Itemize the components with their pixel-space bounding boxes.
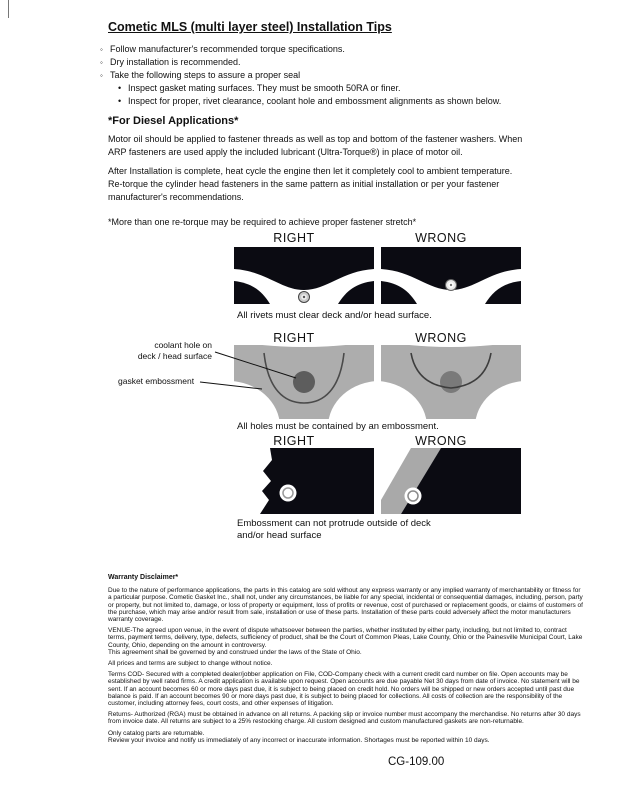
page-code: CG-109.00 — [388, 756, 445, 768]
row3-caption — [237, 518, 431, 542]
diesel-applications-heading: *For Diesel Applications* — [108, 115, 239, 127]
callout-text: deck / head surface — [137, 351, 212, 361]
disclaimer-paragraph: This agreement shall be governed by and construed under the laws of the State of Ohio. — [108, 648, 362, 656]
row2-wrong-label: WRONG — [415, 331, 467, 345]
disclaimer-paragraph: Terms COD- Secured with a completed dealer/jobber application on File, COD-Company check with a current credit card number on file. Open accounts may be established by well rated firms. A credit application is available upon request. Open accounts are due payable Net 30 days from date of invoice. No statement will be sent. If an account becomes 60 or more days past due, it is subject to being placed on credit hold. No orders will be shipped or new orders accepted until past due balance is paid. If an account becomes 90 or more days past due, it is subject to being placed for collections. All costs of collection are the responsibility of the customer, including attorney fees, court costs, and other expenses of litigation. — [108, 671, 580, 708]
list-item — [100, 56, 530, 69]
tip-text: Inspect for proper, rivet clearance, coolant hole and embossment alignments as shown below. — [128, 96, 502, 106]
list-item — [100, 69, 530, 82]
row3-right-label: RIGHT — [273, 434, 315, 448]
list-item — [118, 82, 530, 95]
tip-text: Dry installation is recommended. — [110, 57, 241, 67]
caption-line: and/or head surface — [237, 530, 322, 541]
row2-caption: All holes must be contained by an embossment. — [237, 421, 439, 432]
main-content — [100, 20, 530, 229]
disclaimer-paragraph: Only catalog parts are returnable. — [108, 729, 205, 737]
row3-wrong-label: WRONG — [415, 434, 467, 448]
disclaimer-paragraph: Returns- Authorized (RGA) must be obtained in advance on all returns. A packing slip or invoice number must accompany the merchandise. No returns after 30 days from invoice date. All returns are subject to a 25% restocking charge. All custom designed and custom manufactured gaskets are non-returnable. — [108, 711, 581, 726]
disclaimer-paragraph: Review your invoice and notify us immediately of any incorrect or inaccurate information. Shortages must be reported within 10 days. — [108, 736, 490, 744]
disclaimer-paragraph: VENUE-The agreed upon venue, in the event of dispute whatsoever between the parties, whether instituted by either party, including, but not limited to, contract terms, payment terms, delivery, type, defects, sufficiency of product, shall be the Court of Common Pleas, Lake County, Ohio or the Painesville Municipal Court, Lake County, Ohio, depending on the amount in controversy. — [108, 627, 583, 649]
row1-right-label: RIGHT — [273, 231, 315, 245]
warranty-disclaimer — [108, 574, 585, 748]
tip-text: Take the following steps to assure a proper seal — [110, 70, 301, 80]
row2-right-label: RIGHT — [273, 331, 315, 345]
tip-text: Follow manufacturer's recommended torque specifications. — [110, 44, 345, 54]
crop-mark — [8, 0, 9, 18]
tip-text: Inspect gasket mating surfaces. They must be smooth 50RA or finer. — [128, 83, 401, 93]
disclaimer-paragraph: Due to the nature of performance applications, the parts in this catalog are sold without any express warranty or any implied warranty of merchantability or fitness for a particular purpose. Cometic Gasket Inc., shall not, under any circumstances, be liable for any special, incidental or consequential damages, including, person, party or property, but not limited to, damage, or loss of property or equipment, loss of profits or revenue, cost of purchased or replacement goods, or claims of customers of the purchase, which may arise and/or result from sale, installation or use of these parts. Installation of these parts could adversely affect the motor manufacturers warranty coverage. — [108, 587, 583, 624]
retorque-note: *More than one re-torque may be required to achieve proper fastener stretch* — [108, 217, 417, 227]
list-item — [100, 43, 530, 56]
disclaimer-heading: Warranty Disclaimer* — [108, 574, 179, 581]
bullet-icon: ◦ — [100, 58, 103, 67]
embossment-right-diagram — [234, 448, 374, 514]
diesel-paragraph-2: After Installation is complete, heat cycle the engine then let it completely cool to ambient temperature. Re-torque the cylinder head fasteners in the same pattern as initial installation or per your fastener manufacturer's recommendations. — [108, 166, 513, 202]
diesel-paragraph-1: Motor oil should be applied to fastener threads as well as top and bottom of the fastener washers. When ARP fasteners are used apply the included lubricant (Ultra-Torque®) in place of motor oil. — [108, 134, 523, 157]
row1-wrong-label: WRONG — [415, 231, 467, 245]
bullet-icon: • — [118, 96, 122, 106]
caption-line: Embossment can not protrude outside of deck — [237, 518, 431, 529]
page-title: Cometic MLS (multi layer steel) Installation Tips — [108, 20, 392, 34]
list-item — [118, 95, 530, 108]
row1-caption: All rivets must clear deck and/or head surface. — [237, 310, 432, 321]
bullet-icon: ◦ — [100, 45, 103, 54]
bullet-icon: • — [118, 83, 122, 93]
gasket-embossment-callout: gasket embossment — [118, 376, 195, 386]
diagram-section — [0, 228, 618, 558]
embossment-wrong-diagram — [381, 448, 521, 514]
disclaimer-paragraph: All prices and terms are subject to change without notice. — [108, 660, 273, 668]
bullet-icon: ◦ — [100, 71, 103, 80]
callout-text: coolant hole on — [154, 340, 212, 350]
tips-list — [100, 43, 530, 108]
